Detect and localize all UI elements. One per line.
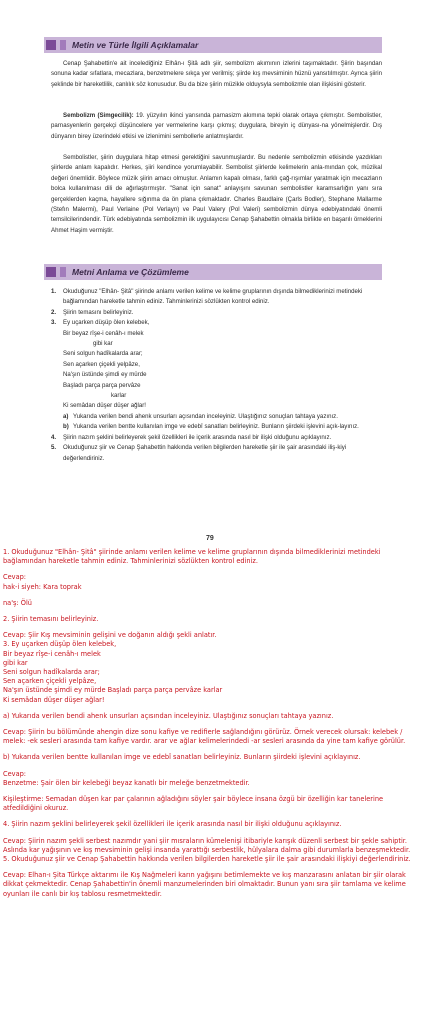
section-header-comprehension <box>44 264 382 280</box>
questions-block <box>51 287 382 464</box>
question-number: 5. <box>51 444 57 452</box>
answer-line: 1. Okuduğunuz "Elhân- Şitâ" şiirinde anlamı verilen kelime ve kelime gruplarının dışında bilmediklerinizi metindeki bağlamından hareketle tahmin ediniz. Tahminlerinizi sözlükten kontrol ediniz. <box>3 548 381 566</box>
answer-line: Cevap: Şiirin bu bölümünde ahengin dize sonu kafiye ve redifierle sağlandığını görürüz. Örnek verecek olursak: kelebek / melek: -ek sesleri arasında tam kafiye vardır. arar ve ağlar kelimelerindedi -ar sesleri arasında da yine tam kafiye görülür. <box>3 728 406 746</box>
answer-line: Kişileştirme: Semadan düşen kar par çalarının ağladığını söyler şair böylece insana özgü bir özelliğin kar tanelerine atfedildiğini okuruz. <box>3 795 384 813</box>
question-sub-label: b) <box>63 423 69 431</box>
question-3b <box>63 422 382 432</box>
question-text: Okuduğunuz şiir ve Cenap Şahabettin hakkında verilen bilgilerden hareketle şiir ile şair arasındaki iliş-kiyi değerlendiriniz. <box>63 444 347 462</box>
paragraph-intro: Cenap Şahabettin'e ait incelediğiniz Elhân-ı Şitâ adlı şiir, sembolizm akımının izlerini taşımaktadır. Şiirin başından sonuna kadar sıfatlara, mecazlara, benzetmelere sıkça yer verilmiş; şiirde kış mevsiminin hüznü yansıtılmıştır. Ayrıca şiirin şeklinde bir hareketlilik, canlılık söz konusudur. Bu da bize şiirin müzikle olduysyla sembolizmle olan ilişkisini gösterir. <box>51 60 382 88</box>
paragraph-sembolizm-text: 19. yüzyılın ikinci yarısında parnasizm akımına tepki olarak ortaya çıkmıştır. Sembolistler, parnasyenlerin gerçekçi düşüncelere yer vermelerine karşı çıkmış; duygulara, bireyin iç dünyası-na yönelmişlerdir. Dış dünyanın birey üzerindeki etkisi ve izlenimini sembollerle anlatmışlardır. <box>51 112 383 140</box>
question-1 <box>51 287 382 308</box>
answer-line: Cevap: hak-i siyeh: Kara toprak <box>3 573 82 591</box>
poem-line: Ey uçarken düşüp ölen kelebek, <box>63 319 150 327</box>
question-text: Yukarıda verilen bendi ahenk unsurları açısından inceleyiniz. Ulaştığınız sonuçları tahtaya yazınız. <box>73 412 338 420</box>
poem-line: gibi kar <box>93 340 113 348</box>
answer-line: a) Yukarıda verilen bendi ahenk unsurları açısından inceleyiniz. Ulaştığınız sonuçları tahtaya yazınız. <box>3 711 334 720</box>
poem-line: Başladı parça parça pervâze <box>63 381 141 389</box>
question-2 <box>51 308 382 318</box>
answer-line: Cevap: Şiir Kış mevsiminin gelişini ve doğanın aldığı şekli anlatır. 3. Ey uçarken düşüp ölen kelebek, Bir beyaz rîşe-i cenâh-ı melek gibi kar Seni solgun hadîkalarda arar; Sen açarken çiçekli yelpâze, Na'şın üstünde şimdi ey mürde Başladı parça parça pervâze karlar Ki semâdan düşer düşer ağlar! <box>3 631 223 704</box>
answer-line: Cevap: Elhan-ı Şita Türkçe aktarımı ile Kış Nağmeleri karın yağışını betimlemekte ve kış manzarasını anlatan bir şiir olarak dikkat çekmektedir. Cenap Şahabettin'in önemli manzumelerinden biri olmaktadır. Bunun yanı sıra şiir tamlama ve kelime oyunları ile canlı bir kış tablosu resmetmektedir. <box>3 871 406 898</box>
paragraph-sembolizm <box>51 111 382 142</box>
book-icon <box>46 40 56 50</box>
question-number: 2. <box>51 308 57 316</box>
question-number: 4. <box>51 433 57 441</box>
answer-line: Cevap: Şiirin nazım şekli serbest nazımdır yani şiir mısraların kümelenişi itibariyle karışık düzenli serbest bir şekle sahiptir. Aslında kar yağışının ve kış mevsiminin gelişi insanda yarattığı serbestlik, hülyalara dalma gibi durumlarla benzeşmektedir. 5. Okuduğunuz şiir ve Cenap Şahabettin hakkında verilen bilgilerden hareketle şiir ile şair arasındaki ilişkiyi değerlendiriniz. <box>3 836 411 864</box>
answer-line: 2. Şiirin temasını belirleyiniz. <box>3 615 99 624</box>
question-text: Şiirin temasını belirleyiniz. <box>63 308 134 316</box>
question-3 <box>51 318 382 432</box>
poem-line: Na'şın üstünde şimdi ey mürde <box>63 371 147 379</box>
poem-line: Sen açarken çiçekli yelpâze, <box>63 360 140 368</box>
answer-line: na'ş: Ölü <box>3 598 32 607</box>
poem-line: Seni solgun hadîkalarda arar; <box>63 350 143 358</box>
question-5 <box>51 443 382 464</box>
answer-line: 4. Şiirin nazım şeklini belirleyerek şekil özellikleri ile içerik arasında nasıl bir ilişki olduğunu açıklayınız. <box>3 820 342 829</box>
term-sembolizm: Sembolizm (Simgecilik): <box>63 112 134 119</box>
question-text: Yukarıda verilen bentte kullanılan imge ve edebî sanatları belirleyiniz. Bunların şiirdeki işlevini açık-layınız. <box>73 423 359 431</box>
question-number: 1. <box>51 288 57 295</box>
question-text: Okuduğunuz "Elhân- Şitâ" şiirinde anlamı verilen kelime ve kelime gruplarının dışında bilmediklerinizi metindeki bağlamından hareketle tahmin ediniz. Tahminlerinizi sözlükten kontrol ediniz. <box>63 288 363 306</box>
answer-line: b) Yukarıda verilen bentte kullanılan imge ve edebî sanatları belirleyiniz. Bunların şiirdeki işlevini açıklayınız. <box>3 753 361 762</box>
pencil-icon-accent <box>60 267 66 277</box>
section-title: Metni Anlama ve Çözümleme <box>72 267 189 277</box>
poem-line: Ki semâdan düşer düşer ağlar! <box>63 402 146 410</box>
book-icon-accent <box>60 40 66 50</box>
question-3a <box>63 412 382 422</box>
pencil-icon <box>46 267 56 277</box>
page-number: 79 <box>206 535 214 542</box>
question-number: 3. <box>51 319 57 327</box>
answer-line: Cevap: Benzetme: Şair ölen bir kelebeği beyaz kanatlı bir meleğe benzetmektedir. <box>3 769 250 787</box>
section-header-text-info <box>44 37 382 53</box>
poem-stanza <box>63 318 382 412</box>
poem-line: Bir beyaz rîşe-i cenâh-ı melek <box>63 329 144 337</box>
question-4 <box>51 433 382 443</box>
question-text: Şiirin nazım şeklini belirleyerek şekil özellikleri ile içerik arasında nasıl bir ilişki olduğunu açıklayınız. <box>63 433 332 441</box>
section-title: Metin ve Türle İlgili Açıklamalar <box>72 40 199 50</box>
paragraph-sembolistler: Sembolistler, şiirin duygulara hitap etmesi gerektiğini savunmuşlardır. Bu nedenle sembolizmin etkisinde yazdıkları şiirlerde anlam kapalıdır. Herkes, şiiri kendince yorumlayabilir. Sembolist şiirlerde kelimelerin anla-mından çok, müzikal değeri önemlidir. Böylece müzik şiirin amacı olmuştur. Anlamın kapalı olması, farklı çağ-rışımlar yaratmak için mecazların bolca kullanılması dili de ağırlaştırmıştır. "Sanat için sanat" anlayışını savunan sembolistler karamsarlığın yanı sıra gerçeklerden kaçma, hayallere sığınma da ön plana çıkmaktadır. Charles Baudlaire (Çarls Bodler), Stephane Mallarme (Stefın Malermi), Paul Verlaine (Pol Verlayn) ve Paul Valery (Pol Valeri) sembolizmin dünya edebiyatındaki önemli temsilcilerindendir. Türk edebiyatında sembolizmin ilk uygulayıcısı Cenap Şahabettin olmakla birlikte en başarılı örneklerini Ahmet Haşim vermiştir. <box>51 154 382 234</box>
poem-line: karlar <box>111 392 127 400</box>
answers-block <box>3 548 417 899</box>
question-sub-label: a) <box>63 412 69 420</box>
